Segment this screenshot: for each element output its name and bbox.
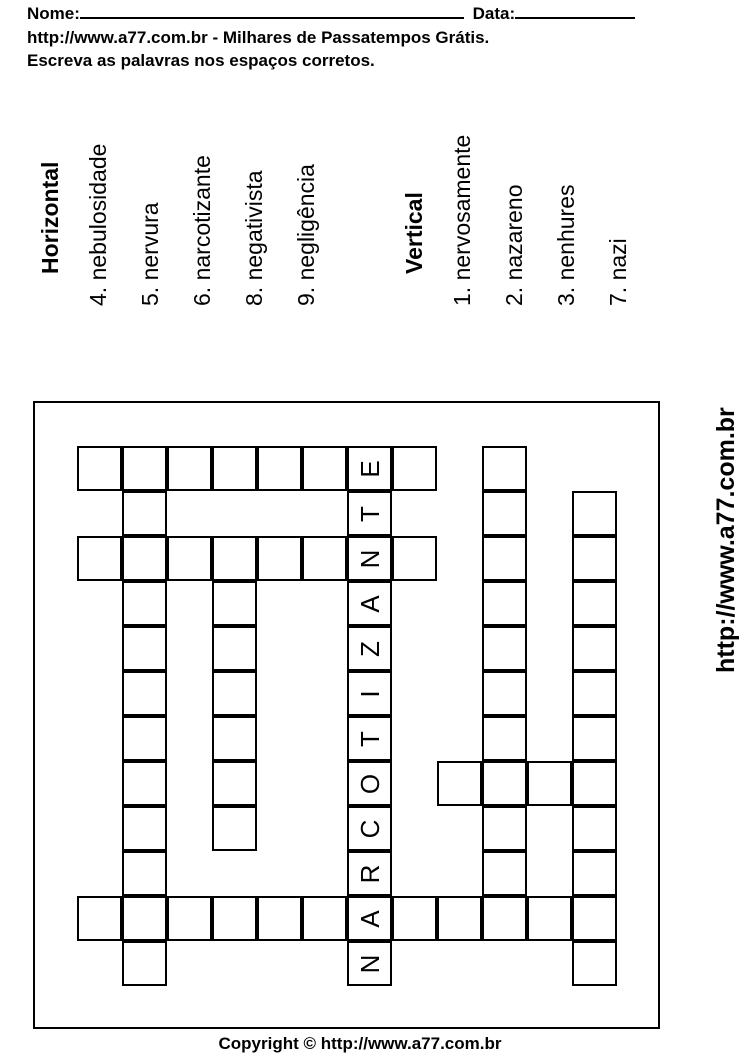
grid-cell[interactable] (347, 536, 392, 581)
grid-letter: R (354, 864, 385, 883)
clue-h-9: 9. negligência (293, 164, 319, 306)
grid-cell[interactable] (347, 446, 392, 491)
grid-letter: Z (354, 640, 385, 657)
vertical-title: Vertical (401, 192, 427, 274)
grid-cell[interactable] (482, 446, 527, 491)
grid-cell[interactable] (122, 446, 167, 491)
grid-cell[interactable] (122, 851, 167, 896)
clue-h-6: 6. narcotizante (189, 155, 215, 306)
grid-cell[interactable] (347, 626, 392, 671)
grid-cell[interactable] (212, 716, 257, 761)
grid-cell[interactable] (212, 896, 257, 941)
copyright: Copyright © http://www.a77.com.br (218, 1034, 502, 1053)
grid-cell[interactable] (572, 581, 617, 626)
grid-cell[interactable] (122, 536, 167, 581)
clue-v-7: 7. nazi (605, 238, 631, 306)
name-date-line (27, 3, 635, 24)
grid-cell[interactable] (122, 491, 167, 536)
horizontal-title: Horizontal (37, 161, 63, 274)
grid-cell[interactable] (572, 941, 617, 986)
instruction: Escreva as palavras nos espaços corretos. (27, 51, 375, 70)
clue-v-3: 3. nenhures (553, 184, 579, 306)
grid-cell[interactable] (572, 671, 617, 716)
grid-cell[interactable] (257, 536, 302, 581)
grid-cell[interactable] (122, 716, 167, 761)
grid-cell[interactable] (572, 491, 617, 536)
grid-cell[interactable] (572, 761, 617, 806)
clue-h-5: 5. nervura (137, 202, 163, 306)
grid-cell[interactable] (482, 716, 527, 761)
site-line: http://www.a77.com.br - Milhares de Passatempos Grátis. (27, 28, 490, 47)
grid-cell[interactable] (212, 581, 257, 626)
grid-cell[interactable] (122, 626, 167, 671)
grid-letter: N (354, 549, 385, 568)
grid-cell[interactable] (392, 536, 437, 581)
grid-cell[interactable] (527, 761, 572, 806)
grid-cell[interactable] (347, 896, 392, 941)
grid-cell[interactable] (77, 896, 122, 941)
grid-letter: C (354, 819, 385, 838)
grid-cell[interactable] (347, 761, 392, 806)
grid-cell[interactable] (482, 896, 527, 941)
grid-cell[interactable] (257, 446, 302, 491)
grid-cell[interactable] (392, 446, 437, 491)
grid-letter: A (354, 594, 385, 613)
grid-cell[interactable] (347, 716, 392, 761)
grid-cell[interactable] (482, 806, 527, 851)
grid-cell[interactable] (482, 626, 527, 671)
grid-cell[interactable] (482, 761, 527, 806)
grid-cell[interactable] (572, 626, 617, 671)
grid-cell[interactable] (167, 446, 212, 491)
grid-cell[interactable] (482, 491, 527, 536)
grid-letter: E (354, 459, 385, 478)
clue-v-1: 1. nervosamente (449, 134, 475, 306)
grid-cell[interactable] (302, 446, 347, 491)
grid-cell[interactable] (347, 491, 392, 536)
grid-letter: T (354, 730, 385, 747)
grid-cell[interactable] (482, 536, 527, 581)
grid-cell[interactable] (482, 581, 527, 626)
grid-cell[interactable] (257, 896, 302, 941)
grid-cell[interactable] (122, 761, 167, 806)
grid-cell[interactable] (77, 536, 122, 581)
grid-letter: A (354, 909, 385, 928)
grid-cell[interactable] (212, 536, 257, 581)
grid-cell[interactable] (347, 581, 392, 626)
date-label: Data: (472, 4, 516, 23)
grid-cell[interactable] (482, 851, 527, 896)
grid-cell[interactable] (437, 896, 482, 941)
grid-cell[interactable] (527, 896, 572, 941)
grid-letter: T (354, 505, 385, 522)
grid-cell[interactable] (122, 896, 167, 941)
clue-h-4: 4. nebulosidade (85, 143, 111, 306)
grid-cell[interactable] (482, 671, 527, 716)
grid-cell[interactable] (212, 806, 257, 851)
grid-cell[interactable] (122, 806, 167, 851)
name-field-line[interactable] (80, 3, 464, 19)
grid-cell[interactable] (347, 851, 392, 896)
name-label: Nome: (27, 4, 80, 23)
grid-cell[interactable] (302, 536, 347, 581)
grid-cell[interactable] (347, 941, 392, 986)
grid-letter: N (354, 954, 385, 973)
grid-letter: I (354, 689, 385, 698)
grid-cell[interactable] (212, 626, 257, 671)
grid-cell[interactable] (212, 761, 257, 806)
grid-cell[interactable] (167, 896, 212, 941)
clue-h-8: 8. negativista (241, 170, 267, 306)
grid-cell[interactable] (122, 581, 167, 626)
grid-cell[interactable] (572, 536, 617, 581)
grid-cell[interactable] (122, 671, 167, 716)
grid-cell[interactable] (167, 536, 212, 581)
side-url: http://www.a77.com.br (712, 407, 740, 673)
grid-cell[interactable] (437, 761, 482, 806)
grid-cell[interactable] (302, 896, 347, 941)
grid-cell[interactable] (122, 941, 167, 986)
grid-cell[interactable] (347, 806, 392, 851)
grid-cell[interactable] (572, 851, 617, 896)
grid-letter: O (354, 773, 385, 794)
grid-cell[interactable] (392, 896, 437, 941)
clue-v-2: 2. nazareno (501, 184, 527, 306)
grid-cell[interactable] (572, 716, 617, 761)
grid-cell[interactable] (212, 671, 257, 716)
grid-cell[interactable] (77, 446, 122, 491)
grid-cell[interactable] (572, 806, 617, 851)
grid-cell[interactable] (572, 896, 617, 941)
grid-cell[interactable] (212, 446, 257, 491)
grid-cell[interactable] (347, 671, 392, 716)
date-field-line[interactable] (515, 3, 635, 19)
